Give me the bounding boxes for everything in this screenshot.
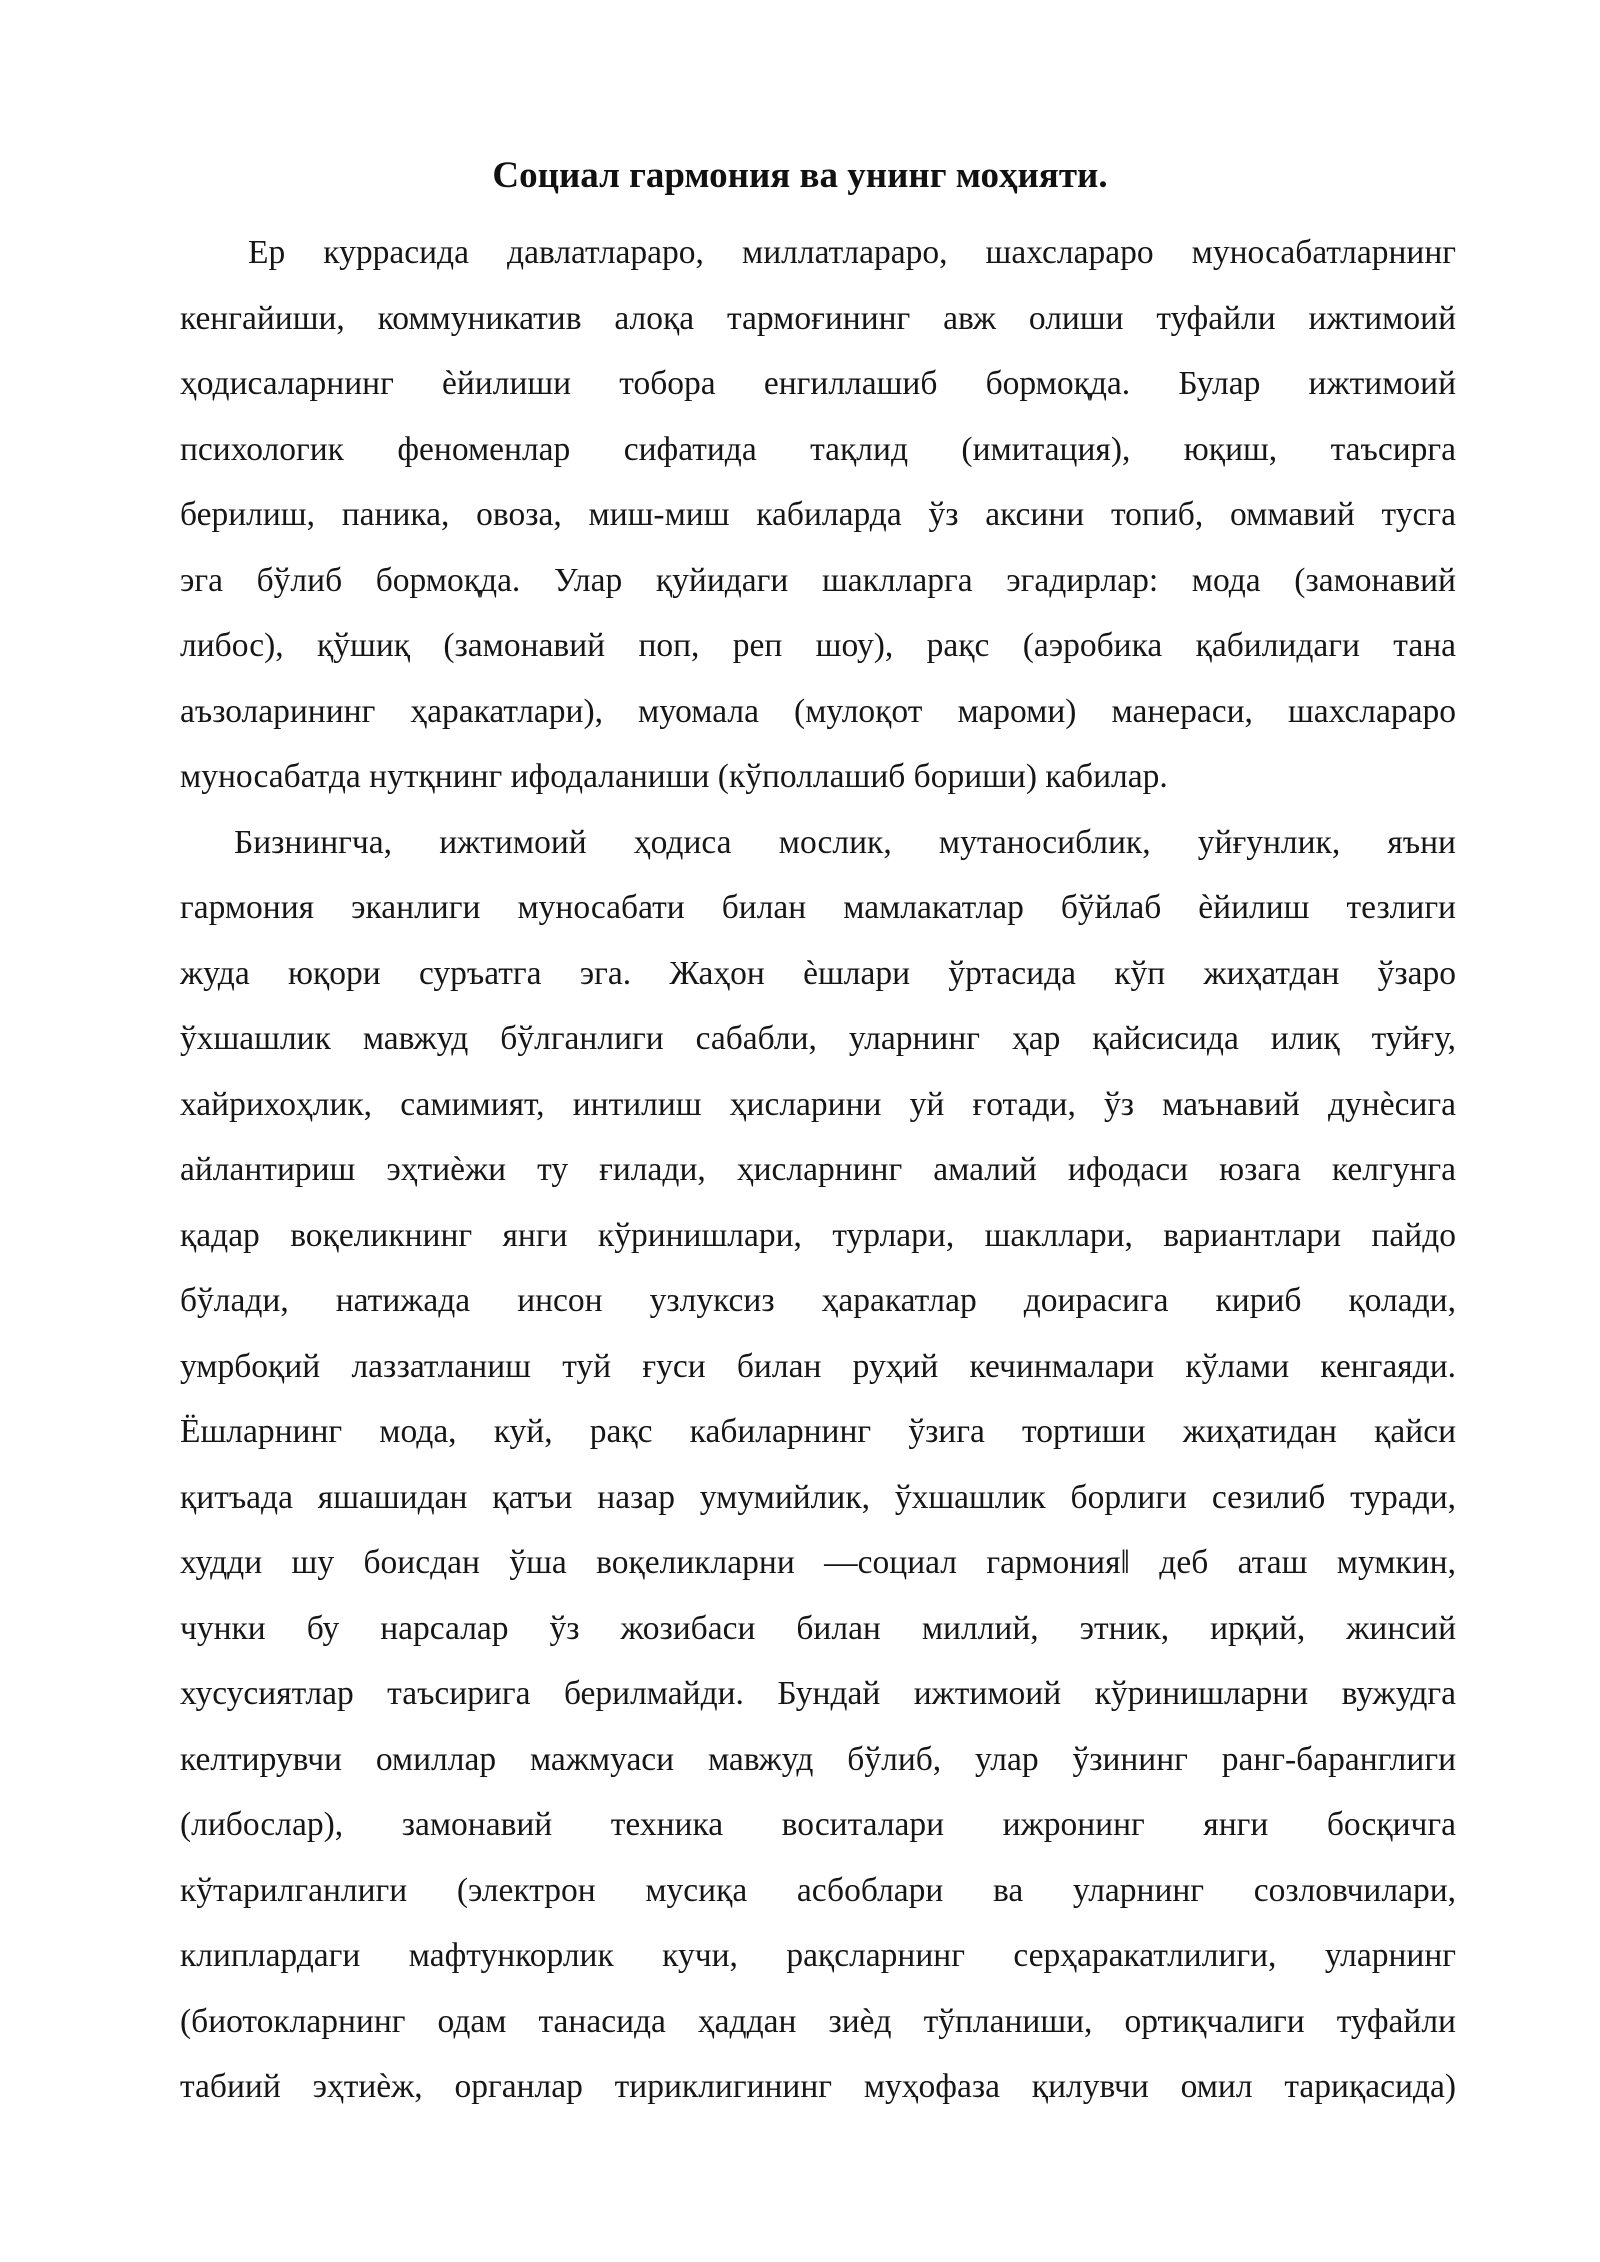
document-body [180,220,1456,2120]
text-line: хусусиятлар таъсирига берилмайди. Бундай ижтимоий кўринишларни вужудга [180,1675,1456,1712]
text-line: берилиш, паника, овоза, миш-миш кабиларда ўз аксини топиб, оммавий тусга [180,496,1456,533]
text-line: Ёшларнинг мода, куй, рақс кабиларнинг ўзига тортиши жиҳатидан қайси [180,1413,1456,1450]
text-line: муносабатда нутқнинг ифодаланиши (кўполлашиб бориши) кабилар. [180,758,1168,795]
text-line: ўхшашлик мавжуд бўлганлиги сабабли, уларнинг ҳар қайсисида илиқ туйғу, [180,1020,1456,1057]
text-line: аъзоларининг ҳаракатлари), муомала (мулоқот мароми) манераси, шахслараро [180,692,1456,730]
text-line: (биотокларнинг одам танасида ҳаддан зиѐд тўпланиши, ортиқчалиги туфайли [180,2002,1456,2040]
text-line: Бизнингча, ижтимоий ҳодиса мослик, мутаносиблик, уйғунлик, яъни [234,823,1456,861]
page-title: Социал гармония ва унинг моҳияти. [492,155,1108,196]
text-line: айлантириш эҳтиѐжи ту ғилади, ҳисларнинг амалий ифодаси юзага келгунга [180,1151,1456,1188]
text-line: жуда юқори суръатга эга. Жаҳон ѐшлари ўртасида кўп жиҳатдан ўзаро [180,954,1456,992]
text-line: худди шу боисдан ўша воқеликларни ―социал гармония‖ деб аташ мумкин, [180,1544,1456,1581]
text-line: Ер куррасида давлатлараро, миллатлараро, шахслараро муносабатларнинг [248,234,1456,271]
text-line: психологик феноменлар сифатида тақлид (имитация), юқиш, таъсирга [180,430,1456,468]
text-line: кенгайиши, коммуникатив алоқа тармоғининг авж олиши туфайли ижтимоий [180,299,1456,337]
text-line: бўлади, натижада инсон узлуксиз ҳаракатлар доирасига кириб қолади, [180,1282,1456,1319]
text-line: ҳодисаларнинг ѐйилиши тобора енгиллашиб бормоқда. Булар ижтимоий [180,365,1456,402]
text-line: умрбоқий лаззатланиш туй ғуси билан руҳий кечинмалари кўлами кенгаяди. [180,1347,1456,1385]
text-line: либос), қўшиқ (замонавий поп, реп шоу), рақс (аэробика қабилидаги тана [180,627,1456,664]
text-line: кўтарилганлиги (электрон мусиқа асбоблари ва уларнинг созловчилари, [180,1871,1456,1909]
text-line: чунки бу нарсалар ўз жозибаси билан миллий, этник, ирқий, жинсий [180,1609,1456,1647]
text-line: эга бўлиб бормоқда. Улар қуйидаги шаклларга эгадирлар: мода (замонавий [180,561,1456,599]
text-line: қадар воқеликнинг янги кўринишлари, турлари, шакллари, вариантлари пайдо [180,1216,1456,1254]
text-line: (либослар), замонавий техника воситалари ижронинг янги босқичга [180,1806,1456,1843]
paragraph-2 [180,810,1456,2120]
text-line: гармония эканлиги муносабати билан мамлакатлар бўйлаб ѐйилиш тезлиги [180,889,1456,926]
paragraph-1 [180,220,1456,810]
text-line: қитъада яшашидан қатъи назар умумийлик, ўхшашлик борлиги сезилиб туради, [180,1478,1456,1516]
text-line: клиплардаги мафтункорлик кучи, рақсларнинг серҳаракатлилиги, уларнинг [180,1937,1456,1974]
text-line: хайрихоҳлик, самимият, интилиш ҳисларини уй ғотади, ўз маънавий дунѐсига [180,1085,1456,1123]
text-line: табиий эҳтиѐж, органлар тириклигининг муҳофаза қилувчи омил тариқасида) [180,2068,1456,2105]
text-line: келтирувчи омиллар мажмуаси мавжуд бўлиб, улар ўзининг ранг-баранглиги [180,1740,1456,1778]
